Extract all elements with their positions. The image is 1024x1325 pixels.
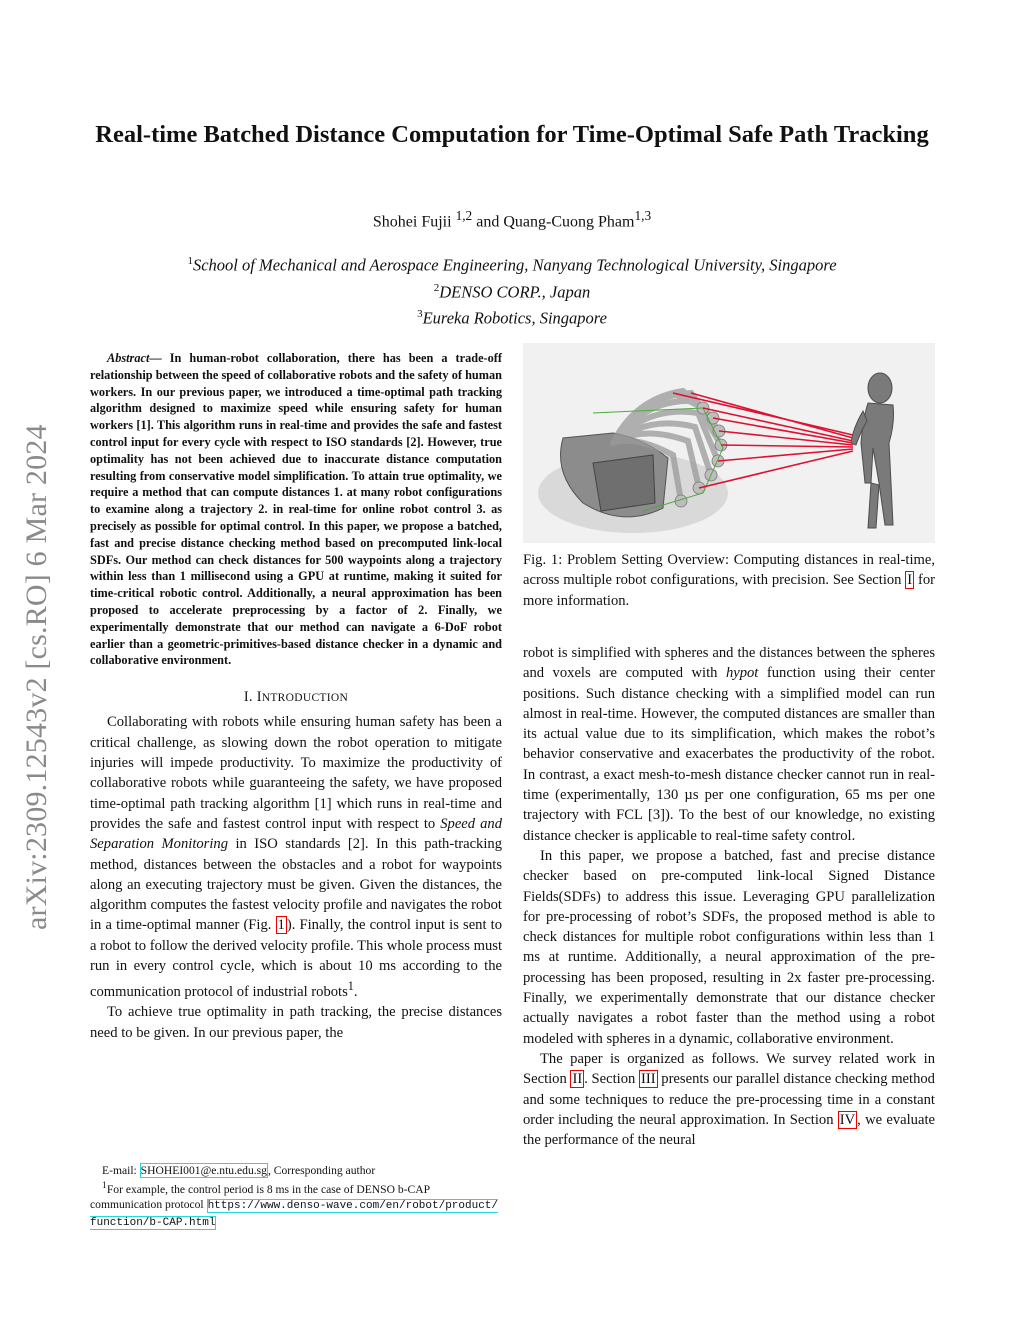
affiliations [80,250,944,330]
affiliation-2: $^2$DENSO CORP., Japan [433,281,591,301]
section-heading-introduction: I. INTRODUCTION [243,689,349,706]
intro-paragraph-2: To achieve true optimality in path tracking, the precise distances need to be given. In our previous paper, the [90,1004,502,1041]
section-iv-ref-link[interactable]: IV [839,1111,856,1128]
affiliation-3: $^3$Eureka Robotics, Singapore [417,308,607,328]
footnote-marker[interactable]: 1 [347,979,354,994]
right-paragraph-1: robot is simplified with spheres and the distances between the spheres and voxels are computed with hypot function using their center positions. Such distance checking with a simplified model can run almost in real-time. However, the computed distances are smaller than its actual value due to its simplification, which makes the robot’s behavior conservative and exacerbates the productivity of the robot. In contrast, a exact mesh-to-mesh distance checker cannot run in real-time (experimentally, 130 µs per one configuration, 65 ms per one trajectory with FCL [3]). To the best of our knowledge, no existing distance checker is applicable to real-time safety control. [523,645,935,844]
arxiv-stamp: arXiv:2309.12543v2 [cs.RO] 6 Mar 2024 [20,424,53,930]
author-2-affil: 1,3 [634,208,652,223]
intro-paragraph-1: Collaborating with robots while ensuring human safety has been a critical challenge, as slowing down the robot operation to mitigate injuries will impede productivity. To maximize the productivity of collaborative robots while guaranteeing the safety, we have proposed time-optimal path tracking algorithm [1] which runs in real-time and provides the safe and fastest control input with respect to Speed and Separation Monitoring in ISO standards [2]. In this path-tracking method, distances between the obstacles and a robot for waypoints along an executing trajectory must be given. Given the distances, the algorithm computes the fastest velocity profile and navigates the robot in a time-optimal manner (Fig. 1 ). Finally, the control input is sent to a robot to follow the derived velocity profile. This whole process must run in every control cycle, which is about 10 ms according to the communication protocol of industrial robots$^1$. [90,714,503,1001]
section-ii-ref-link[interactable]: II [572,1071,583,1088]
author-2: Quang-Cuong Pham [503,213,635,231]
left-column [90,350,502,1043]
section-iii-ref-link[interactable]: III [641,1071,656,1088]
authors-and: and [476,213,500,231]
robot-human-illustration [523,343,935,543]
bcap-url-link[interactable]: https://www.denso-wave.com/en/robot/product/function/b-CAP.html [90,1200,499,1230]
abstract-label: Abstract [107,351,150,365]
human-figure [851,373,894,528]
fig-ref-link[interactable]: 1 [277,917,285,934]
figure-1-image [523,343,935,543]
right-column [523,643,935,1150]
paper-title: Real-time Batched Distance Computation for Time-Optimal Safe Path Tracking [95,121,929,148]
email-link[interactable]: SHOHEI001@e.ntu.edu.sg [140,1164,267,1177]
abstract [90,350,502,669]
footnote-1: $^1$For example, the control period is 8 ms in the case of DENSO b-CAP communication protocol https://www.denso-wave.com/en/robot/product/function/b-CAP.html [90,1180,499,1230]
right-paragraph-2: In this paper, we propose a batched, fast and precise distance checker based on pre-computed link-local Signed Distance Fields(SDFs) to address this issue. Leveraging GPU parallelization for pre-processing of robot’s SDFs, the proposed method is able to check distances for multiple robot configurations within less than 1 ms at runtime. Additionally, a neural approximation of the pre-processing has been proposed, resulting in 2x faster pre-processing. Finally, we experimentally demonstrate that our distance checker actually navigates a robot faster than the method using a robot modeled with spheres in a dynamic, collaborative environment. [523,847,935,1047]
footnotes [90,1163,502,1232]
author-1-affil: 1,2 [455,208,473,223]
abstract-text: — In human-robot collaboration, there has been a trade-off relationship between the speed of collaborative robots and the safety of human workers. In our previous paper, we introduced a time-optimal path tracking algorithm designed to maximize speed while ensuring safety for human workers [1]. This algorithm runs in real-time and provides the safe and fastest control input for every cycle with respect to ISO standards [2]. However, true optimality has not been achieved due to inaccurate distance computation resulting from conservative model simplification. To attain true optimality, we require a method that can compute distances 1. at many robot configurations to examine along a trajectory 2. in real-time for online robot control 3. as precisely as possible for optimal control. In this paper, we propose a batched, fast and precise distance checking method based on precomputed link-local SDFs. Our method can check distances for 500 waypoints along a trajectory within less than 1 millisecond using a GPU at runtime, making it suited for time-critical robotic control. Additionally, a neural approximation has been proposed to accelerate preprocessing by a factor of 2. Finally, we experimentally demonstrate that our method can navigate a 6-DoF robot earlier than a geometric-primitives-based distance checker in a dynamic and collaborative environment. [90,351,502,668]
author-1: Shohei Fujii [372,213,452,231]
robot-body-shape [593,455,655,511]
right-paragraph-3: The paper is organized as follows. We survey related work in Section II . Section III presents our parallel distance checking method and some techniques to reduce the pre-processing time in a constant order including the neural approximation. In Section IV , we evaluate the performance of the neural [523,1050,935,1149]
footnote-email: E-mail: SHOHEI001@e.ntu.edu.sg, Corresponding author [102,1164,376,1177]
figure-1-caption: Fig. 1: Problem Setting Overview: Computing distances in real-time, across multiple robot configurations, with precision. See Section I for more information. [523,552,936,609]
affiliation-1: $^1$School of Mechanical and Aerospace Engineering, Nanyang Technological University, Singapore [187,255,837,275]
section-ref-link[interactable]: I [907,572,913,589]
authors [80,208,944,231]
